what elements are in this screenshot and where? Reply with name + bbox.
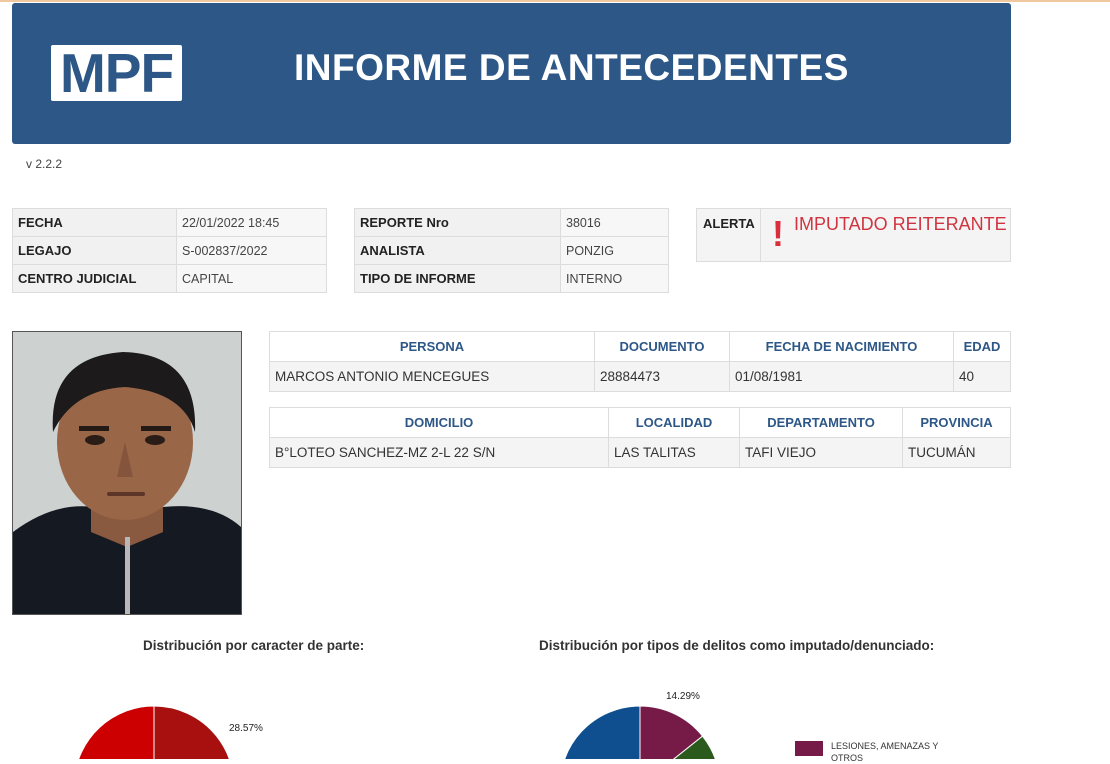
column-header-provincia: PROVINCIA: [903, 408, 1011, 438]
domicilio-value: B°LOTEO SANCHEZ-MZ 2-L 22 S/N: [270, 438, 609, 468]
table-row: [13, 237, 327, 265]
reporte-nro-label: REPORTE Nro: [355, 209, 561, 237]
alert-label: ALERTA: [697, 209, 761, 261]
alert-text: IMPUTADO REITERANTE: [794, 214, 1007, 234]
exclamation-icon: !: [772, 213, 784, 254]
table-row: [270, 438, 1011, 468]
analista-label: ANALISTA: [355, 237, 561, 265]
fecha-value: 22/01/2022 18:45: [177, 209, 327, 237]
centro-judicial-value: CAPITAL: [177, 265, 327, 293]
pie-right-slice-label: 14.29%: [666, 691, 700, 702]
table-row: [13, 209, 327, 237]
pie-chart-tipos-delitos: [550, 690, 750, 759]
tipo-informe-label: TIPO DE INFORME: [355, 265, 561, 293]
version-label: v 2.2.2: [26, 157, 63, 171]
localidad-value: LAS TALITAS: [609, 438, 740, 468]
page-title: INFORME DE ANTECEDENTES: [294, 47, 849, 88]
top-border-line: [0, 0, 1110, 2]
column-header-edad: EDAD: [954, 332, 1011, 362]
chart-title-caracter-parte: Distribución por caracter de parte:: [143, 638, 365, 653]
column-header-departamento: DEPARTAMENTO: [740, 408, 903, 438]
table-row: [13, 265, 327, 293]
report-header: [12, 3, 1011, 144]
fecha-label: FECHA: [13, 209, 177, 237]
table-header-row: [270, 408, 1011, 438]
table-header-row: [270, 332, 1011, 362]
mpf-logo: MPF: [51, 45, 182, 101]
person-table: [269, 331, 1011, 392]
column-header-documento: DOCUMENTO: [595, 332, 730, 362]
person-photo-svg: [13, 332, 241, 614]
address-table: [269, 407, 1011, 468]
report-info-left-table: [12, 208, 327, 293]
legajo-label: LEGAJO: [13, 237, 177, 265]
centro-judicial-label: CENTRO JUDICIAL: [13, 265, 177, 293]
pie-left-slice-0: [154, 706, 234, 759]
departamento-value: TAFI VIEJO: [740, 438, 903, 468]
table-row: [355, 209, 669, 237]
column-header-localidad: LOCALIDAD: [609, 408, 740, 438]
legend-swatch-lesiones: [795, 741, 823, 756]
table-row: [355, 265, 669, 293]
documento-value: 28884473: [595, 362, 730, 392]
reporte-nro-value: 38016: [561, 209, 669, 237]
alert-box: [696, 208, 1011, 262]
analista-value: PONZIG: [561, 237, 669, 265]
tipo-informe-value: INTERNO: [561, 265, 669, 293]
provincia-value: TUCUMÁN: [903, 438, 1011, 468]
legajo-value: S-002837/2022: [177, 237, 327, 265]
table-row: [355, 237, 669, 265]
column-header-fecha-nacimiento: FECHA DE NACIMIENTO: [730, 332, 954, 362]
edad-value: 40: [954, 362, 1011, 392]
legend-label-lesiones: LESIONES, AMENAZAS Y OTROS: [831, 741, 939, 763]
column-header-persona: PERSONA: [270, 332, 595, 362]
report-info-right-table: [354, 208, 669, 293]
person-photo: [12, 331, 242, 615]
persona-value: MARCOS ANTONIO MENCEGUES: [270, 362, 595, 392]
fecha-nacimiento-value: 01/08/1981: [730, 362, 954, 392]
chart-title-tipos-delitos: Distribución por tipos de delitos como imputado/denunciado:: [539, 638, 935, 653]
table-row: [270, 362, 1011, 392]
column-header-domicilio: DOMICILIO: [270, 408, 609, 438]
pie-left-slice-label: 28.57%: [229, 723, 263, 734]
